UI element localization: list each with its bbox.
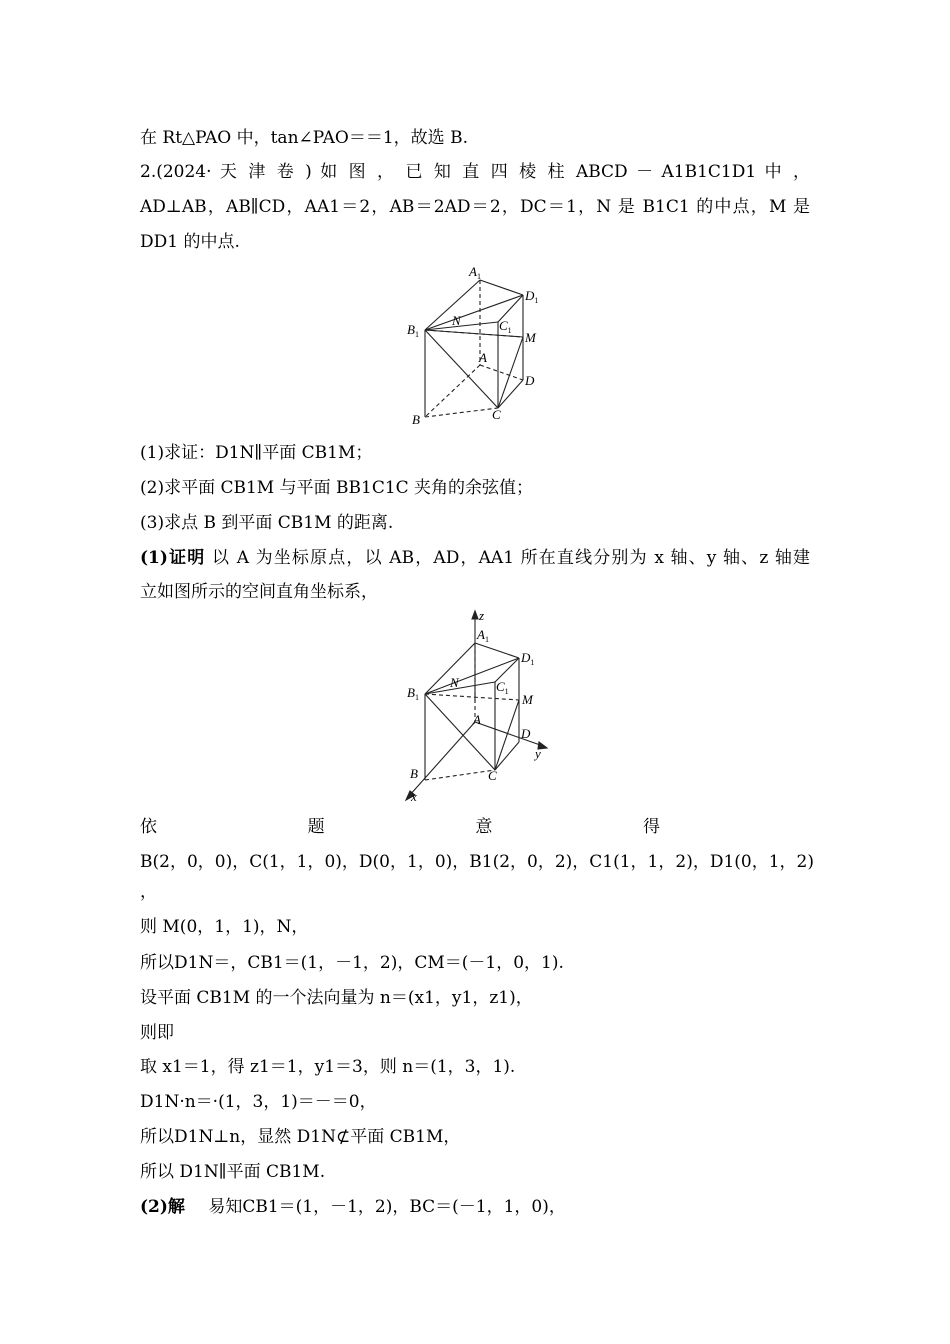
problem-2-conditions-end: DD1 的中点. bbox=[140, 232, 240, 252]
label-B1: $B_1$ bbox=[407, 322, 419, 339]
question-1: (1)求证：D1N∥平面 CB1M； bbox=[140, 443, 373, 463]
label2-B1: $B_1$ bbox=[407, 685, 419, 702]
label2-C: C bbox=[488, 768, 497, 783]
question-2: (2)求平面 CB1M 与平面 BB1C1C 夹角的余弦值； bbox=[140, 478, 534, 498]
part-2-solution bbox=[140, 1195, 566, 1219]
label-C1: $C_1$ bbox=[499, 318, 512, 335]
coordinates-comma: ， bbox=[140, 882, 157, 902]
by-the-problem-line bbox=[140, 815, 660, 839]
perpendicular-line: 所以D1N⊥n，显然 D1N⊄平面 CB1M， bbox=[140, 1127, 461, 1147]
axis-label-y: y bbox=[535, 746, 541, 761]
line-1: 在 Rt△PAO 中，tan∠PAO＝＝1，故选 B. bbox=[140, 128, 468, 148]
label-M: M bbox=[525, 330, 536, 345]
vectors-line: 所以D1N＝，CB1＝(1，－1，2)，CM＝(－1，0，1). bbox=[140, 953, 564, 973]
proof-text: 以 A 为坐标原点，以 AB，AD，AA1 所在直线分别为 x 轴、y 轴、z 轴建 bbox=[212, 548, 811, 568]
label2-D1: $D_1$ bbox=[521, 650, 535, 667]
label2-M: M bbox=[522, 692, 533, 707]
prism-figure-2 bbox=[395, 608, 560, 806]
word-4: 得 bbox=[642, 817, 660, 837]
axis-label-x: x bbox=[411, 789, 417, 804]
word-3: 意 bbox=[475, 817, 493, 837]
problem-2-conditions: AD⊥AB，AB∥CD，AA1＝2，AB＝2AD＝2，DC＝1，N 是 B1C1 的中点，M 是 bbox=[140, 197, 810, 217]
coordinates-line: B(2，0，0)，C(1，1，0)，D(0，1，0)，B1(2，0，2)，C1(1，1，2)，D1(0，1，2) bbox=[140, 852, 814, 872]
problem-2-heading: 2.(2024· 天 津 卷 ) 如 图 ， 已 知 直 四 棱 柱 ABCD － A1B1C1D1 中 ， bbox=[140, 162, 810, 182]
solution-text: 易知CB1＝(1，－1，2)，BC＝(－1，1，0)， bbox=[208, 1197, 566, 1217]
label2-B: B bbox=[410, 766, 418, 781]
system-line: 则即 bbox=[140, 1023, 174, 1043]
label-B: B bbox=[412, 412, 420, 427]
conclusion-line: 所以 D1N∥平面 CB1M. bbox=[140, 1162, 326, 1182]
question-3: (3)求点 B 到平面 CB1M 的距离. bbox=[140, 513, 394, 533]
label-N: N bbox=[452, 313, 461, 328]
label2-N: N bbox=[450, 675, 459, 690]
dot-product-line: D1N·n＝·(1，3，1)＝－＝0， bbox=[140, 1092, 377, 1112]
proof-label: (1)证明 bbox=[140, 548, 206, 568]
axis-label-z: z bbox=[479, 608, 485, 623]
label2-A1: $A_1$ bbox=[477, 627, 489, 644]
solution-label: (2)解 bbox=[140, 1197, 185, 1217]
solution-line: 取 x1＝1，得 z1＝1，y1＝3，则 n＝(1，3，1). bbox=[140, 1057, 516, 1077]
proof-intro-end: 立如图所示的空间直角坐标系， bbox=[140, 582, 378, 602]
label-C: C bbox=[492, 407, 501, 422]
prism-figure-1 bbox=[395, 262, 560, 430]
label-A1: $A_1$ bbox=[469, 264, 481, 281]
label2-D: D bbox=[521, 726, 531, 741]
label2-C1: $C_1$ bbox=[496, 679, 509, 696]
label-A: A bbox=[479, 350, 487, 365]
word-2: 题 bbox=[307, 817, 325, 837]
normal-vector-line: 设平面 CB1M 的一个法向量为 n＝(x1，y1，z1)， bbox=[140, 988, 533, 1008]
proof-intro bbox=[140, 546, 810, 570]
label2-A: A bbox=[473, 712, 481, 727]
label-D: D bbox=[525, 373, 535, 388]
midpoint-line: 则 M(0，1，1)，N， bbox=[140, 917, 309, 937]
word-1: 依 bbox=[140, 817, 157, 837]
label-D1: $D_1$ bbox=[525, 288, 539, 305]
